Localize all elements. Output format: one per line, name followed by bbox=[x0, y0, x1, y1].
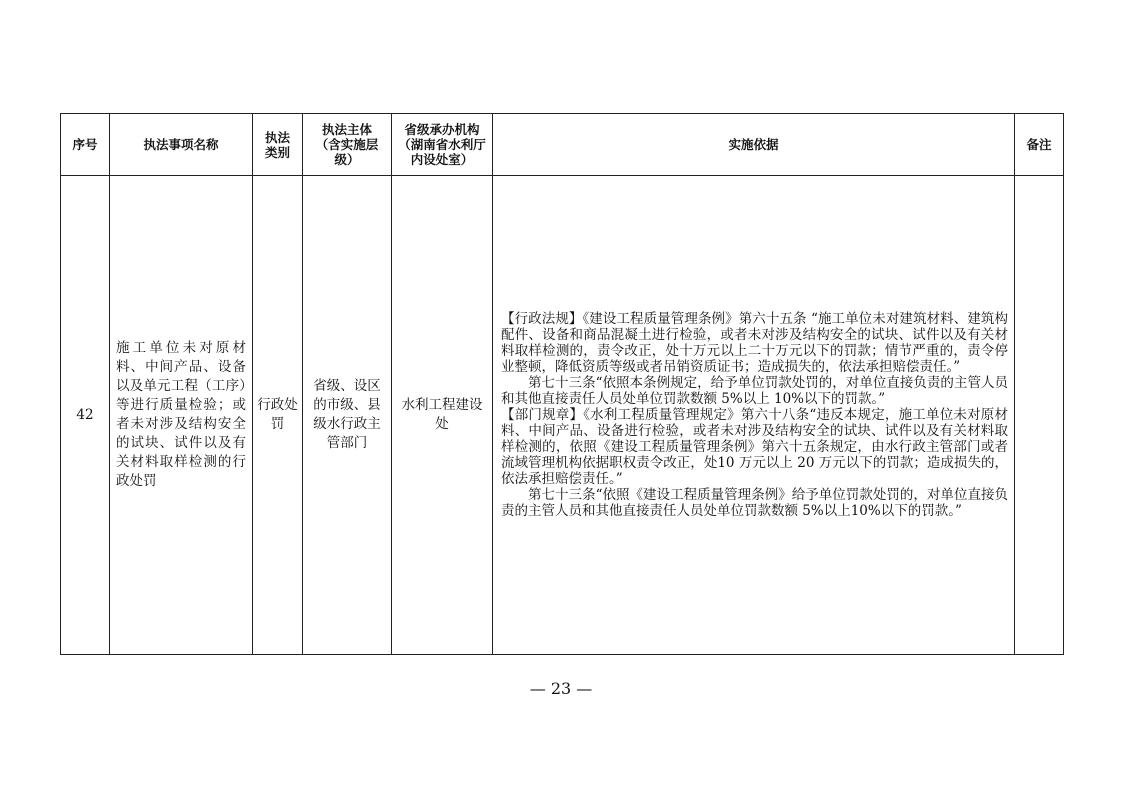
cell-basis bbox=[493, 176, 1015, 655]
header-subject: 执法主体（含实施层级） bbox=[303, 114, 392, 176]
enforcement-table bbox=[60, 113, 1064, 655]
basis-paragraph: 【部门规章】《水利工程质量管理规定》第六十八条“违反本规定，施工单位未对原材料、中间产品、设备进行检验，或者未对涉及结构安全的试块、试件以及有关材料取样检测的，依照《建设工程质量管理条例》第六十五条规定，由水行政主管部门或者流域管理机构依据职权责令改正，处10 万元以上 20 万元以下的罚款；造成损失的，依法承担赔偿责任。” bbox=[501, 407, 1008, 487]
cell-remark bbox=[1015, 176, 1064, 655]
cell-item-name: 施工单位未对原材料、中间产品、设备以及单元工程（工序）等进行质量检验；或者未对涉及结构安全的试块、试件以及有关材料取样检测的行政处罚 bbox=[110, 176, 253, 655]
header-row bbox=[61, 114, 1064, 176]
cell-subject: 省级、设区的市级、县级水行政主管部门 bbox=[303, 176, 392, 655]
basis-paragraph: 第七十三条“依照《建设工程质量管理条例》给予单位罚款处罚的，对单位直接负责的主管人员和其他直接责任人员处单位罚款数额 5%以上10%以下的罚款。” bbox=[501, 487, 1008, 519]
header-item-name: 执法事项名称 bbox=[110, 114, 253, 176]
cell-office: 水利工程建设处 bbox=[392, 176, 493, 655]
header-office: 省级承办机构（湖南省水利厅内设处室） bbox=[392, 114, 493, 176]
basis-paragraph: 【行政法规】《建设工程质量管理条例》第六十五条 “施工单位未对建筑材料、建筑构配件、设备和商品混凝土进行检验，或者未对涉及结构安全的试块、试件以及有关材料取样检测的，责令改正，处十万元以上二十万元以下的罚款；情节严重的，责令停业整顿，降低资质等级或者吊销资质证书；造成损失的，依法承担赔偿责任。” bbox=[501, 311, 1008, 375]
cell-category: 行政处罚 bbox=[253, 176, 303, 655]
basis-paragraph: 第七十三条“依照本条例规定，给予单位罚款处罚的，对单位直接负责的主管人员和其他直接责任人员处单位罚款数额 5%以上 10%以下的罚款。” bbox=[501, 375, 1008, 407]
header-category: 执法类别 bbox=[253, 114, 303, 176]
cell-seq: 42 bbox=[61, 176, 110, 655]
header-seq: 序号 bbox=[61, 114, 110, 176]
header-remark: 备注 bbox=[1015, 114, 1064, 176]
page-number: — 23 — bbox=[529, 679, 593, 698]
table-row bbox=[61, 176, 1064, 655]
header-basis: 实施依据 bbox=[493, 114, 1015, 176]
